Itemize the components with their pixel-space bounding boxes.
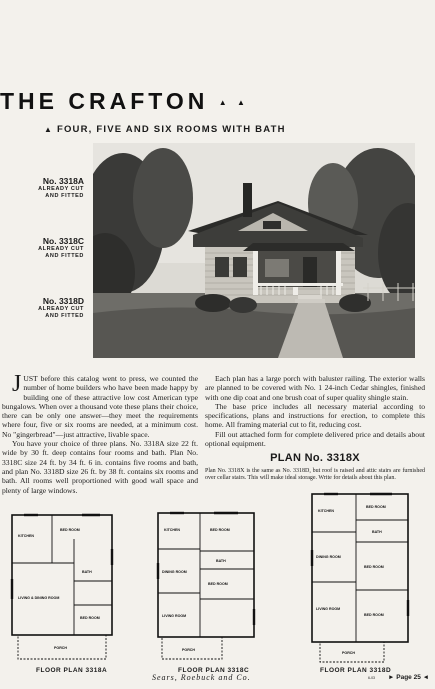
print-code: 6-03 [368, 676, 376, 680]
room-label: BED ROOM [80, 616, 100, 620]
floor-plan-3318d-label: FLOOR PLAN 3318D [320, 667, 392, 674]
title-triangle-marks: ▲ ▲ [218, 98, 249, 108]
room-label: BATH [82, 570, 92, 574]
description-left-column [2, 371, 198, 495]
intro-text: UST before this catalog went to press, we counted the number of home builders who have been made happy by building one of these attractive low cost American type bungalows. When over a thousand vote these plans their choice, there can be only one answer—they meet the requirements where four, five or six rooms are needed, at a minimum cost. No "gingerbread"—just attractive, livable space. [2, 374, 198, 439]
room-label: DINING ROOM [316, 555, 341, 559]
description-right-column [205, 374, 425, 482]
model-label-3318c [10, 236, 84, 260]
room-label: BATH [372, 530, 382, 534]
floor-plan-3318d [306, 490, 418, 671]
floor-plan-3318c-label: FLOOR PLAN 3318C [178, 667, 250, 674]
room-label: BED ROOM [210, 528, 230, 532]
model-caption: ALREADY CUT [38, 246, 84, 252]
page-subtitle [44, 124, 286, 135]
room-label: KITCHEN [318, 509, 334, 513]
model-number: No. 3318A [42, 176, 84, 186]
drop-cap: J [12, 371, 22, 397]
floor-plan-drawing [4, 509, 122, 664]
room-label: BED ROOM [208, 582, 228, 586]
floor-plan-3318a-label: FLOOR PLAN 3318A [36, 667, 108, 674]
room-label: LIVING & DINING ROOM [18, 596, 60, 600]
model-caption: AND FITTED [45, 253, 84, 259]
house-illustration [93, 143, 415, 358]
subtitle-triangle-mark: ▲ [44, 124, 54, 134]
floor-plan-3318a [4, 509, 122, 669]
porch-paragraph: Each plan has a large porch with baluster railing. The exterior walls are planned to be covered with No. 1 24-inch Cedar shingles, finished with one dip coat and one brush coat of super quality shingle stain. [205, 374, 425, 402]
room-label: PORCH [182, 648, 195, 652]
model-caption: ALREADY CUT [38, 306, 84, 312]
model-label-3318d [10, 296, 84, 320]
price-paragraph: The base price includes all necessary material according to specifications, plans and instructions for erection, to complete this home. All framing material cut to fit, reducing cost. [205, 401, 425, 430]
room-label: BED ROOM [60, 528, 80, 532]
floor-plan-drawing [148, 509, 266, 664]
room-label: PORCH [342, 651, 355, 655]
subtitle-text: FOUR, FIVE AND SIX ROOMS WITH BATH [56, 124, 286, 135]
room-label: BED ROOM [366, 505, 386, 509]
model-label-3318a [10, 176, 84, 200]
room-label: LIVING ROOM [316, 607, 341, 611]
plan-x-title: PLAN No. 3318X [270, 452, 360, 465]
room-label: PORCH [54, 646, 67, 650]
order-paragraph: Fill out attached form for complete delivered price and details about optional equipment. [205, 429, 425, 449]
room-label: BED ROOM [364, 613, 384, 617]
page-title [0, 88, 249, 115]
house-drawing [93, 143, 415, 358]
floor-plan-3318c [148, 509, 266, 669]
plan-x-description: Plan No. 3318X is the same as No. 3318D, but roof is raised and attic stairs are furnished over cellar stairs. This will make ideal storage. Write for details about this plan. [205, 467, 425, 481]
room-label: BED ROOM [364, 565, 384, 569]
intro-paragraph [2, 371, 198, 439]
room-label: BATH [216, 559, 226, 563]
room-label: KITCHEN [18, 534, 34, 538]
room-label: KITCHEN [164, 528, 180, 532]
title-text: THE CRAFTON [0, 88, 209, 114]
model-caption: AND FITTED [45, 313, 84, 319]
model-caption: AND FITTED [45, 193, 84, 199]
model-number: No. 3318D [42, 296, 84, 306]
room-label: DINING ROOM [162, 570, 187, 574]
floor-plan-drawing [306, 490, 418, 666]
publisher-footer: Sears, Roebuck and Co. [152, 673, 251, 682]
model-caption: ALREADY CUT [38, 186, 84, 192]
room-label: LIVING ROOM [162, 614, 187, 618]
page-number: ► Page 25 ◄ [388, 674, 430, 681]
model-number: No. 3318C [42, 236, 84, 246]
plans-paragraph: You have your choice of three plans. No. 3318A size 22 ft. wide by 30 ft. deep contains four rooms and bath. Plan No. 3318C size 24 ft. by 34 ft. 6 in. contains five rooms and bath, and plan No. 3318D size 26 ft. by 38 ft. contains six rooms and bath. All rooms well proportioned with good wall space and plenty of large windows. [2, 439, 198, 495]
